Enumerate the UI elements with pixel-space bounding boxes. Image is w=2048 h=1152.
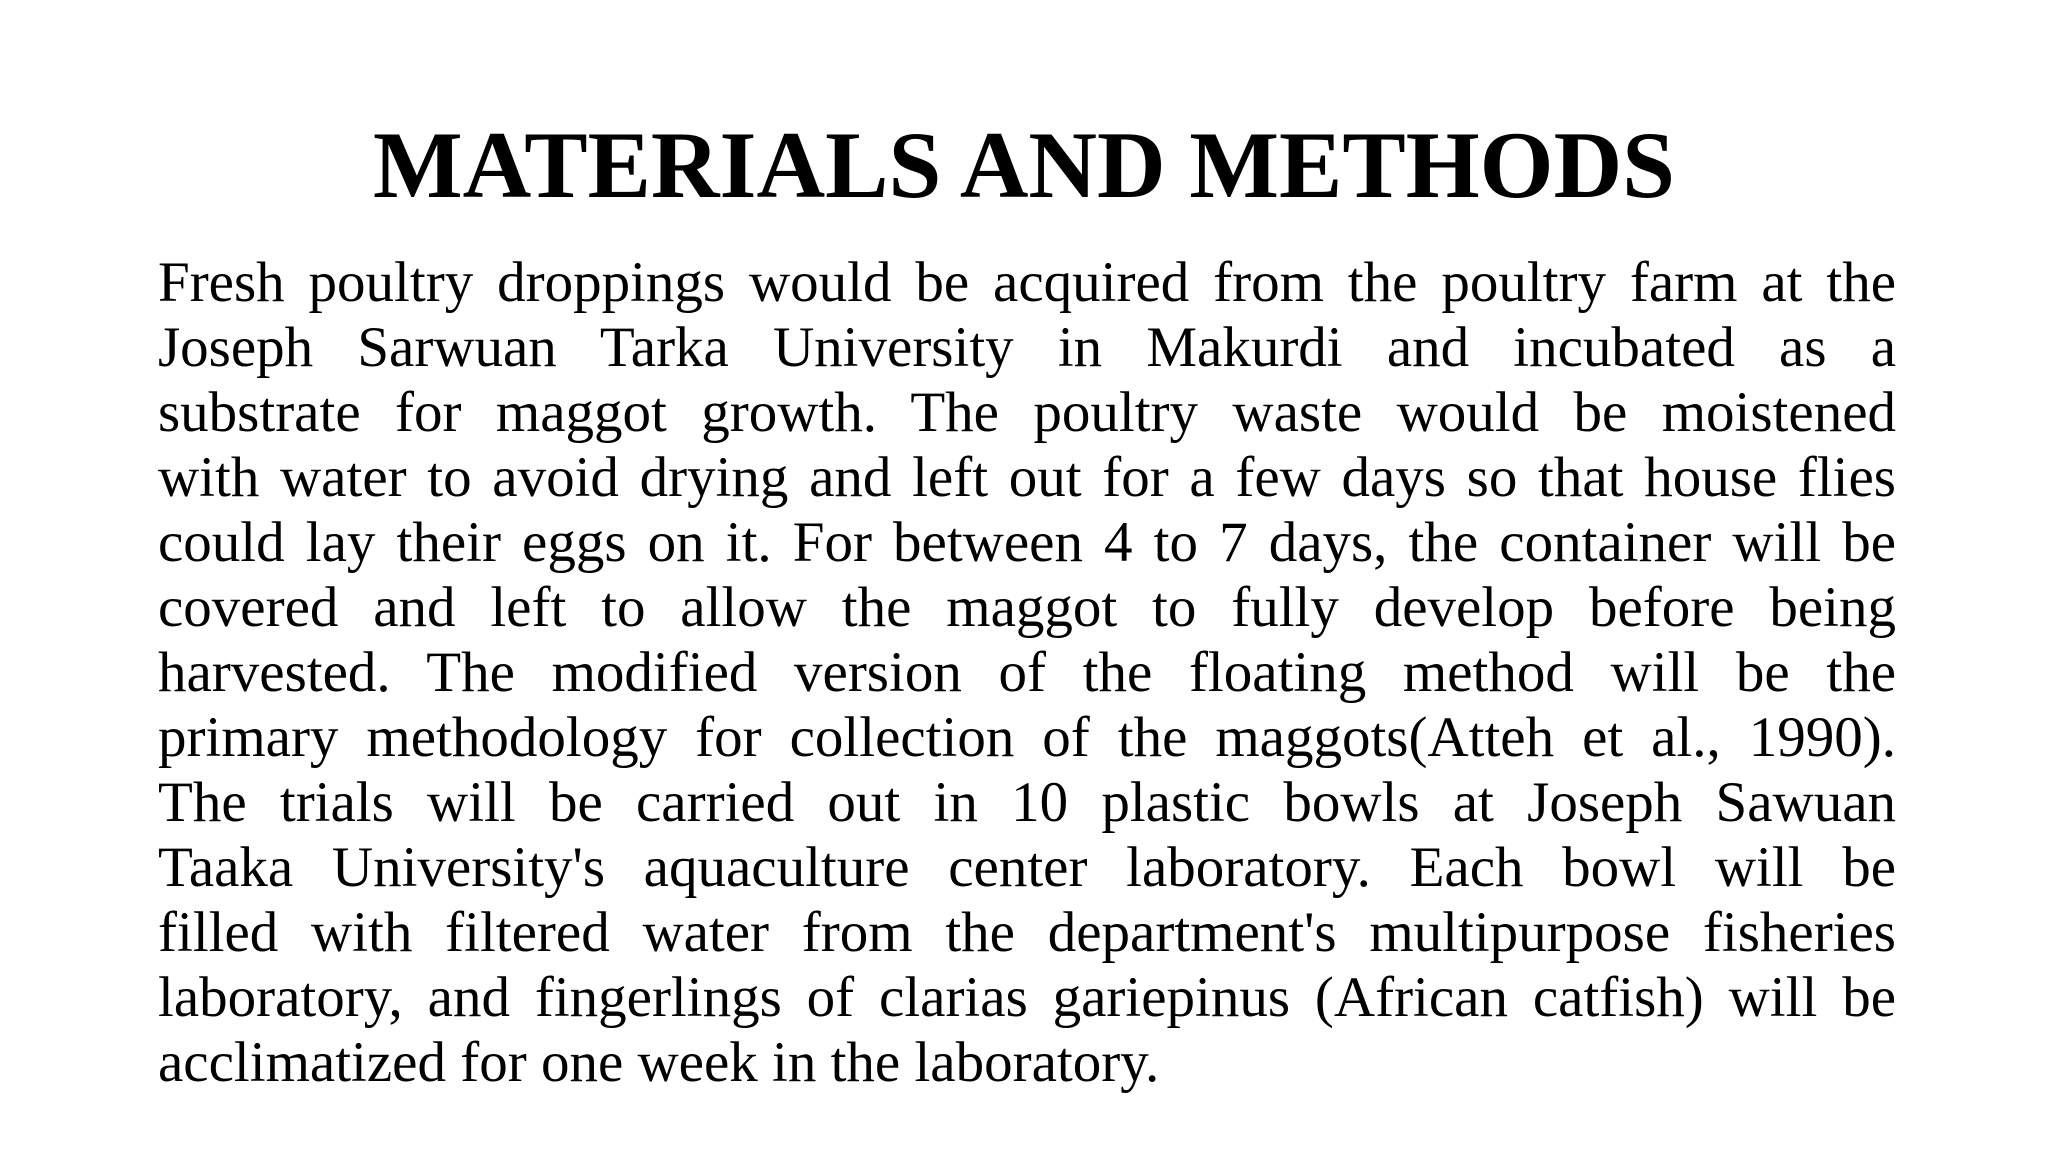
body-line: primary methodology for collection of the maggots(Atteh et al., 1990). (158, 706, 1896, 769)
body-line: Taaka University's aquaculture center laboratory. Each bowl will be (158, 836, 1896, 899)
body-line: could lay their eggs on it. For between 4 to 7 days, the container will be (158, 511, 1896, 574)
body-line: laboratory, and fingerlings of clarias gariepinus (African catfish) will be (158, 966, 1896, 1029)
slide-body (158, 250, 1896, 1095)
body-line: harvested. The modified version of the floating method will be the (158, 641, 1896, 704)
body-line: filled with filtered water from the department's multipurpose fisheries (158, 901, 1896, 964)
slide-title: MATERIALS AND METHODS (372, 112, 1676, 218)
body-line: Joseph Sarwuan Tarka University in Makurdi and incubated as a (158, 316, 1896, 379)
body-line: The trials will be carried out in 10 plastic bowls at Joseph Sawuan (158, 771, 1896, 834)
body-line: substrate for maggot growth. The poultry waste would be moistened (158, 381, 1896, 444)
body-line: covered and left to allow the maggot to fully develop before being (158, 576, 1896, 639)
body-line: Fresh poultry droppings would be acquired from the poultry farm at the (158, 251, 1896, 314)
body-line: with water to avoid drying and left out for a few days so that house flies (158, 446, 1896, 509)
body-line: acclimatized for one week in the laboratory. (158, 1031, 1160, 1094)
